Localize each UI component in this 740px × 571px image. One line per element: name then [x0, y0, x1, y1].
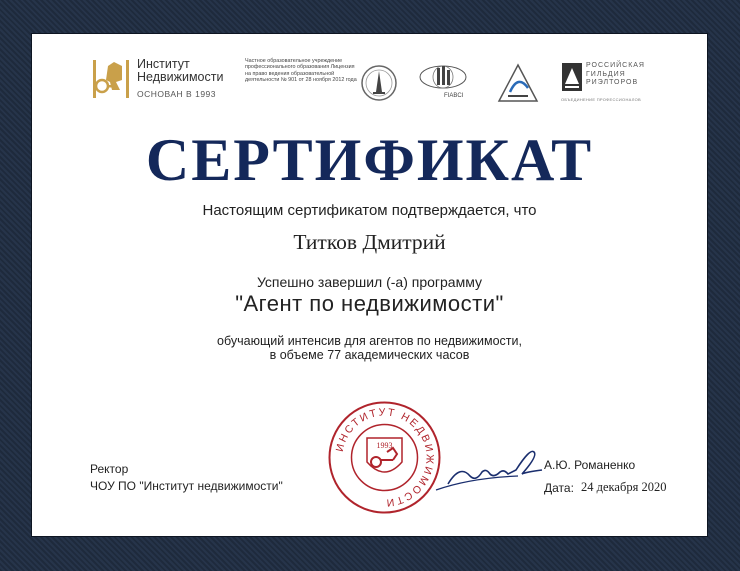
- triangle-emblem-icon: [496, 62, 540, 104]
- certificate-title: СЕРТИФИКАТ: [145, 127, 594, 193]
- gild-line3: РИЭЛТОРОВ: [586, 79, 639, 86]
- association-emblem-icon: [360, 64, 398, 102]
- seal-year: 1993: [376, 441, 393, 450]
- logo-name-line2: Недвижимости: [137, 70, 224, 84]
- organization-name: ЧОУ ПО "Институт недвижимости": [90, 479, 283, 493]
- rector-label: Ректор: [90, 462, 129, 476]
- description-line2: в объеме 77 академических часов: [269, 348, 470, 362]
- confirm-text: Настоящим сертификатом подтверждается, что: [202, 202, 537, 219]
- gild-line1: РОССИЙСКАЯ: [586, 62, 645, 69]
- completed-text: Успешно завершил (-а) программу: [256, 274, 483, 290]
- signer-name: А.Ю. Романенко: [544, 458, 636, 472]
- realtors-guild-subtitle: ОБЪЕДИНЕНИЕ ПРОФЕССИОНАЛОВ: [561, 97, 642, 102]
- gild-line2: ГИЛЬДИЯ: [586, 70, 626, 78]
- logo-founded: ОСНОВАН В 1993: [137, 89, 216, 99]
- description-line1: обучающий интенсив для агентов по недвижимости,: [217, 334, 522, 348]
- realtors-guild-name: [586, 62, 645, 88]
- realtors-guild-logo-icon: [561, 62, 583, 92]
- certificate-paper: [32, 34, 707, 536]
- institute-logo-icon: [90, 58, 132, 100]
- fiabci-logo-icon: [418, 64, 468, 94]
- recipient-name: Титков Дмитрий: [293, 230, 446, 254]
- program-description: [32, 334, 707, 362]
- date-label: Дата:: [544, 481, 574, 495]
- institute-seal: [327, 400, 442, 515]
- signature: [430, 444, 548, 496]
- program-name: "Агент по недвижимости": [235, 291, 504, 316]
- institute-logo-name: [137, 58, 223, 84]
- fiabci-label: FIABCI: [444, 93, 464, 99]
- date-value: 24 декабря 2020: [581, 480, 667, 494]
- seal-ring-text: ИНСТИТУТ НЕДВИЖИМОСТИ: [333, 406, 436, 509]
- license-text: Частное образовательное учреждение профессионального образования Лицензия на право ведения образовательной деятельности № 901 от 28 ноября 2012 года: [245, 58, 357, 83]
- logo-name-line1: Институт: [137, 57, 190, 71]
